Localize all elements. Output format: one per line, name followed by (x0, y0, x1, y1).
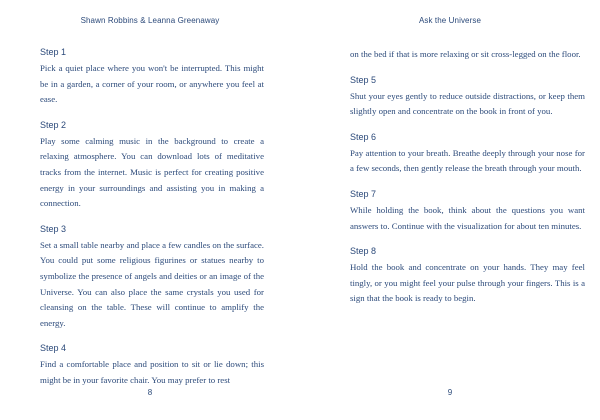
continued-text: on the bed if that is more relaxing or sit cross-legged on the floor. (350, 49, 581, 59)
step-title: Step 2 (40, 119, 67, 130)
step-title: Step 3 (40, 223, 67, 234)
step-text: Pick a quiet place where you won't be interrupted. This might be in a garden, a corner of your room, or anywhere you feel at ease. (40, 63, 264, 105)
step-text: Set a small table nearby and place a few candles on the surface. You could put some religious figurines or statues nearby to symbolize the presence of angels and deities or an image of the Universe. You can also place the same crystals you used for cleansing on the table. These will continue to amplify the energy. (40, 239, 264, 328)
step-6 (350, 132, 585, 177)
right-running-head: Ask the Universe (418, 16, 482, 25)
step-title: Step 8 (350, 246, 377, 257)
step-title: Step 7 (350, 188, 377, 199)
step-text: Pay attention to your breath. Breathe deeply through your nose for a few seconds, then gently release the breath through your mouth. (350, 147, 585, 174)
left-running-head: Shawn Robbins & Leanna Greenaway (80, 16, 220, 25)
step-title: Step 4 (40, 343, 67, 354)
step-title: Step 6 (350, 131, 377, 142)
step-3 (40, 224, 264, 332)
step-8 (350, 246, 585, 307)
step-text: Hold the book and concentrate on your hands. They may feel tingly, or you might feel your pulse through your fingers. This is a sign that the book is ready to begin. (350, 262, 585, 304)
step-text: While holding the book, think about the questions you want answers to. Continue with the visualization for about ten minutes. (350, 204, 585, 231)
step-4 (40, 343, 264, 388)
right-page-content (350, 47, 585, 319)
right-page (300, 0, 600, 420)
right-page-number: 9 (447, 388, 453, 397)
left-page-number: 8 (147, 388, 153, 397)
step-7 (350, 189, 585, 234)
step-title: Step 5 (350, 74, 377, 85)
left-page-content (40, 47, 264, 401)
step-1 (40, 47, 264, 108)
step-title: Step 1 (40, 47, 67, 57)
step-text: Play some calming music in the background to create a relaxing atmosphere. You can download lots of meditative tracks from the internet. Music is perfect for creating positive energy in your surroundings and assisting you in making a connection. (40, 135, 264, 209)
step-text: Shut your eyes gently to reduce outside distractions, or keep them slightly open and concentrate on the book in front of you. (350, 90, 585, 117)
step-5 (350, 75, 585, 120)
step-text: Find a comfortable place and position to sit or lie down; this might be in your favorite chair. You may prefer to rest (40, 359, 264, 385)
step-2 (40, 120, 264, 212)
